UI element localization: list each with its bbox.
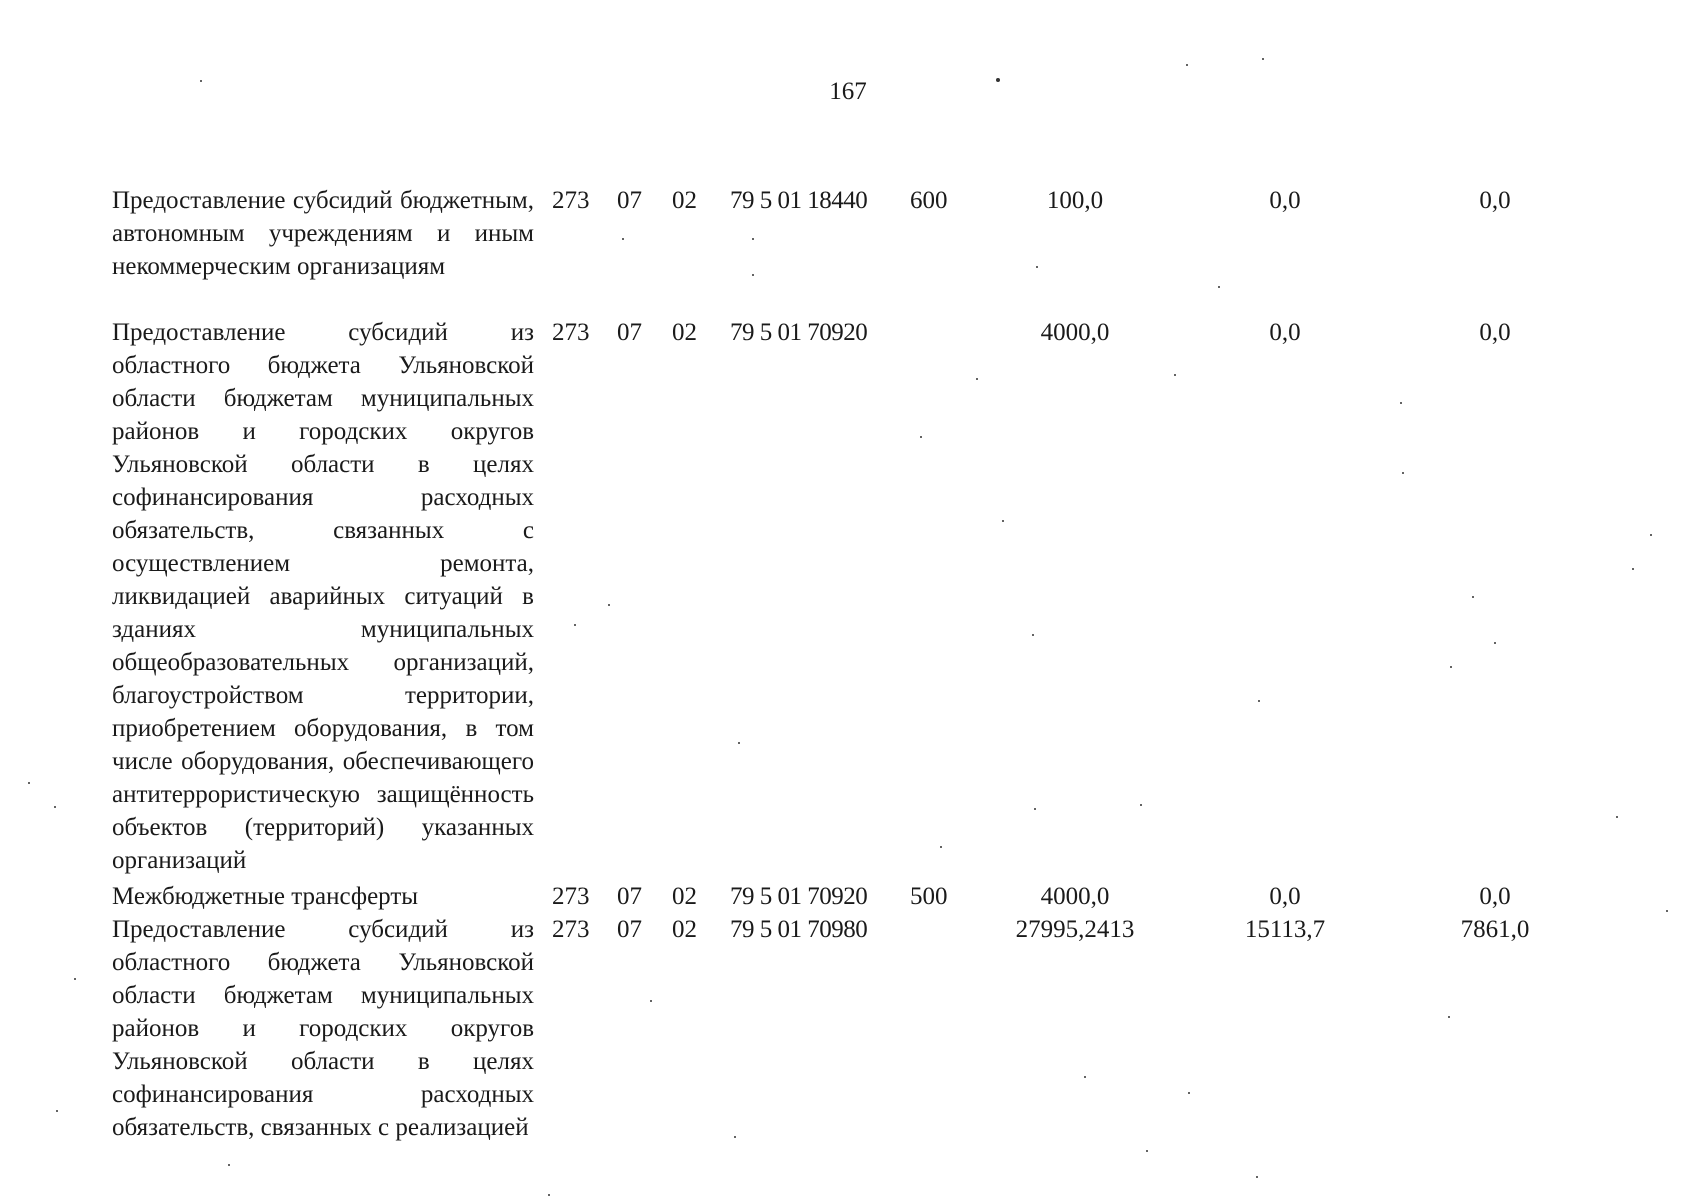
scan-speck: [1450, 666, 1452, 668]
scan-speck: [734, 1136, 736, 1138]
scan-speck: [548, 1194, 550, 1196]
scan-speck: [1140, 804, 1142, 806]
row-description: Предоставление субсидий бюджетным, автономным учреждениям и иным некоммерческим организациям: [112, 187, 534, 280]
scan-speck: [608, 604, 610, 606]
admin-code: 273: [552, 187, 590, 214]
amount-year-2: 0,0: [1269, 187, 1301, 214]
page-number: 167: [829, 78, 867, 105]
scan-speck: [74, 978, 76, 980]
section-code: 07: [617, 187, 642, 214]
scan-speck: [1650, 534, 1652, 536]
scan-speck: [976, 378, 978, 380]
admin-code: 273: [552, 319, 590, 346]
scan-speck: [1472, 596, 1474, 598]
scan-speck: [1188, 1092, 1190, 1094]
scan-speck: [622, 238, 624, 240]
section-code: 07: [617, 883, 642, 910]
scan-speck: [1186, 64, 1188, 66]
expense-type-code: 500: [910, 883, 948, 910]
subsection-code: 02: [672, 883, 697, 910]
scan-speck: [1034, 808, 1036, 810]
scan-speck: [1256, 1176, 1258, 1178]
scan-speck: [228, 1164, 230, 1166]
scan-speck: [1174, 374, 1176, 376]
scan-speck: [1146, 1150, 1148, 1152]
scan-speck: [1400, 402, 1402, 404]
scan-speck: [1402, 472, 1404, 474]
scan-speck: [1084, 1076, 1086, 1078]
row-description: Предоставление субсидий из областного бюджета Ульяновской области бюджетам муниципальных районов и городских округов Ульяновской области в целях софинансирования расходных обязательств, связанных с реализацией: [112, 916, 534, 1141]
scan-speck: [920, 436, 922, 438]
section-code: 07: [617, 319, 642, 346]
amount-year-1: 27995,2413: [1015, 916, 1135, 943]
scan-speck: [1002, 520, 1004, 522]
section-code: 07: [617, 916, 642, 943]
row-description: Межбюджетные трансферты: [112, 883, 419, 910]
subsection-code: 02: [672, 916, 697, 943]
amount-year-3: 0,0: [1479, 883, 1511, 910]
scan-speck: [1218, 286, 1220, 288]
admin-code: 273: [552, 883, 590, 910]
amount-year-3: 7861,0: [1460, 916, 1530, 943]
amount-year-3: 0,0: [1479, 187, 1511, 214]
target-article-code: 79 5 01 18440: [730, 187, 868, 214]
amount-year-3: 0,0: [1479, 319, 1511, 346]
scan-speck: [1448, 1016, 1450, 1018]
scan-speck: [1258, 700, 1260, 702]
scan-speck: [738, 742, 740, 744]
row-description: Предоставление субсидий из областного бюджета Ульяновской области бюджетам муниципальных районов и городских округов Ульяновской области в целях софинансирования расходных обязательств, связанных с осуществлением ремонта, ликвидацией аварийных ситуаций в зданиях муниципальных общеобразовательных организаций, благоустройством территории, приобретением оборудования, в том числе оборудования, обеспечивающего антитеррористическую защищённость объектов (территорий) указанных организаций: [112, 319, 534, 874]
scan-speck: [1032, 634, 1034, 636]
scan-speck: [1036, 266, 1038, 268]
scan-speck: [1666, 910, 1668, 912]
scan-speck: [1494, 642, 1496, 644]
amount-year-1: 100,0: [1046, 187, 1104, 214]
scan-speck: [1632, 568, 1634, 570]
scan-speck: [996, 78, 1000, 82]
amount-year-2: 0,0: [1269, 883, 1301, 910]
scan-speck: [752, 274, 754, 276]
subsection-code: 02: [672, 319, 697, 346]
admin-code: 273: [552, 916, 590, 943]
scan-speck: [650, 1000, 652, 1002]
target-article-code: 79 5 01 70920: [730, 883, 868, 910]
scan-speck: [1262, 58, 1264, 60]
scan-speck: [56, 1110, 58, 1112]
amount-year-1: 4000,0: [1040, 883, 1110, 910]
target-article-code: 79 5 01 70920: [730, 319, 868, 346]
scan-speck: [28, 782, 30, 784]
expense-type-code: 600: [910, 187, 948, 214]
target-article-code: 79 5 01 70980: [730, 916, 868, 943]
amount-year-2: 15113,7: [1244, 916, 1326, 943]
scan-speck: [574, 624, 576, 626]
scan-speck: [940, 846, 942, 848]
scan-speck: [200, 80, 202, 82]
scan-speck: [54, 806, 56, 808]
amount-year-2: 0,0: [1269, 319, 1301, 346]
amount-year-1: 4000,0: [1040, 319, 1110, 346]
subsection-code: 02: [672, 187, 697, 214]
scan-speck: [1616, 816, 1618, 818]
scan-speck: [752, 238, 754, 240]
